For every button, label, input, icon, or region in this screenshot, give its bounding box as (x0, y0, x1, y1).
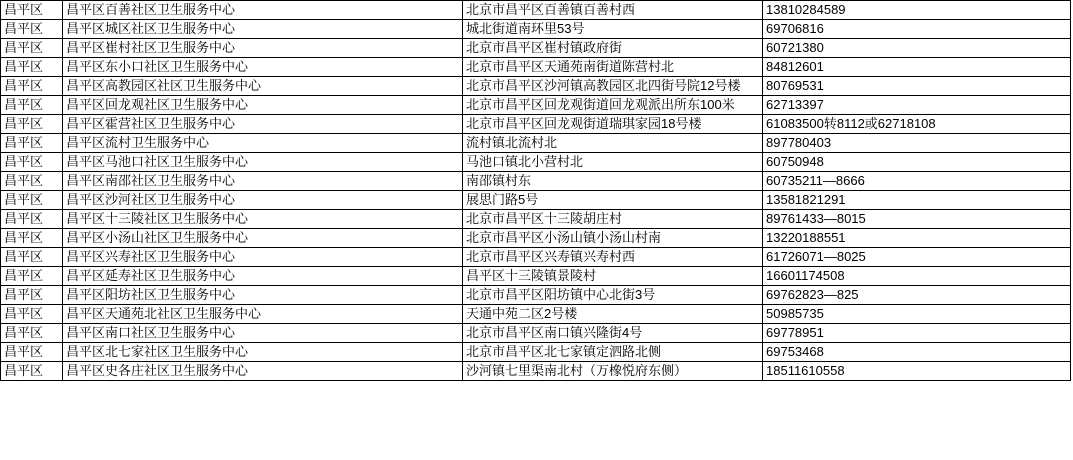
cell-phone: 61726071—8025 (763, 248, 1071, 267)
cell-district: 昌平区 (1, 39, 63, 58)
cell-center-name: 昌平区百善社区卫生服务中心 (63, 1, 463, 20)
cell-center-name: 昌平区高教园区社区卫生服务中心 (63, 77, 463, 96)
cell-phone: 16601174508 (763, 267, 1071, 286)
table-row (1, 1, 1071, 20)
cell-address: 北京市昌平区回龙观街道瑞琪家园18号楼 (463, 115, 763, 134)
table-row (1, 77, 1071, 96)
cell-address: 北京市昌平区崔村镇政府街 (463, 39, 763, 58)
cell-address: 流村镇北流村北 (463, 134, 763, 153)
cell-district: 昌平区 (1, 115, 63, 134)
cell-center-name: 昌平区回龙观社区卫生服务中心 (63, 96, 463, 115)
cell-district: 昌平区 (1, 286, 63, 305)
cell-address: 北京市昌平区沙河镇高教园区北四街号院12号楼 (463, 77, 763, 96)
cell-district: 昌平区 (1, 362, 63, 381)
cell-center-name: 昌平区崔村社区卫生服务中心 (63, 39, 463, 58)
cell-phone: 62713397 (763, 96, 1071, 115)
cell-district: 昌平区 (1, 267, 63, 286)
table-row (1, 267, 1071, 286)
cell-center-name: 昌平区南口社区卫生服务中心 (63, 324, 463, 343)
cell-district: 昌平区 (1, 1, 63, 20)
cell-district: 昌平区 (1, 77, 63, 96)
cell-district: 昌平区 (1, 229, 63, 248)
cell-address: 城北街道南环里53号 (463, 20, 763, 39)
cell-center-name: 昌平区南邵社区卫生服务中心 (63, 172, 463, 191)
cell-center-name: 昌平区小汤山社区卫生服务中心 (63, 229, 463, 248)
table-row (1, 362, 1071, 381)
cell-address: 北京市昌平区南口镇兴隆街4号 (463, 324, 763, 343)
cell-center-name: 昌平区霍营社区卫生服务中心 (63, 115, 463, 134)
cell-district: 昌平区 (1, 20, 63, 39)
table-body (1, 1, 1071, 381)
cell-address: 北京市昌平区北七家镇定泗路北侧 (463, 343, 763, 362)
cell-phone: 60735211—8666 (763, 172, 1071, 191)
cell-phone: 13220188551 (763, 229, 1071, 248)
cell-district: 昌平区 (1, 58, 63, 77)
cell-phone: 897780403 (763, 134, 1071, 153)
cell-center-name: 昌平区马池口社区卫生服务中心 (63, 153, 463, 172)
cell-phone: 13581821291 (763, 191, 1071, 210)
cell-address: 沙河镇七里渠南北村（万橡悦府东侧） (463, 362, 763, 381)
cell-phone: 89761433—8015 (763, 210, 1071, 229)
cell-district: 昌平区 (1, 96, 63, 115)
cell-district: 昌平区 (1, 305, 63, 324)
cell-district: 昌平区 (1, 191, 63, 210)
cell-phone: 69762823—825 (763, 286, 1071, 305)
cell-address: 北京市昌平区回龙观街道回龙观派出所东100米 (463, 96, 763, 115)
table-row (1, 115, 1071, 134)
cell-address: 北京市昌平区兴寿镇兴寿村西 (463, 248, 763, 267)
cell-address: 北京市昌平区阳坊镇中心北街3号 (463, 286, 763, 305)
cell-center-name: 昌平区东小口社区卫生服务中心 (63, 58, 463, 77)
cell-address: 南邵镇村东 (463, 172, 763, 191)
table-row (1, 191, 1071, 210)
table-row (1, 58, 1071, 77)
cell-phone: 80769531 (763, 77, 1071, 96)
cell-address: 展思门路5号 (463, 191, 763, 210)
table-row (1, 286, 1071, 305)
table-row (1, 305, 1071, 324)
table-row (1, 229, 1071, 248)
cell-district: 昌平区 (1, 134, 63, 153)
table-row (1, 96, 1071, 115)
table-row (1, 248, 1071, 267)
cell-center-name: 昌平区延寿社区卫生服务中心 (63, 267, 463, 286)
cell-phone: 60721380 (763, 39, 1071, 58)
cell-center-name: 昌平区城区社区卫生服务中心 (63, 20, 463, 39)
cell-center-name: 昌平区史各庄社区卫生服务中心 (63, 362, 463, 381)
table-row (1, 343, 1071, 362)
table-row (1, 172, 1071, 191)
cell-phone: 61083500转8112或62718108 (763, 115, 1071, 134)
cell-center-name: 昌平区北七家社区卫生服务中心 (63, 343, 463, 362)
table-row (1, 134, 1071, 153)
cell-address: 昌平区十三陵镇景陵村 (463, 267, 763, 286)
cell-address: 马池口镇北小营村北 (463, 153, 763, 172)
cell-district: 昌平区 (1, 343, 63, 362)
cell-district: 昌平区 (1, 210, 63, 229)
cell-phone: 69706816 (763, 20, 1071, 39)
cell-phone: 18511610558 (763, 362, 1071, 381)
cell-district: 昌平区 (1, 153, 63, 172)
cell-center-name: 昌平区沙河社区卫生服务中心 (63, 191, 463, 210)
cell-address: 北京市昌平区天通苑南街道陈营村北 (463, 58, 763, 77)
table-row (1, 324, 1071, 343)
cell-phone: 69753468 (763, 343, 1071, 362)
cell-district: 昌平区 (1, 172, 63, 191)
table-row (1, 20, 1071, 39)
cell-center-name: 昌平区流村卫生服务中心 (63, 134, 463, 153)
cell-center-name: 昌平区天通苑北社区卫生服务中心 (63, 305, 463, 324)
cell-phone: 50985735 (763, 305, 1071, 324)
cell-phone: 60750948 (763, 153, 1071, 172)
cell-address: 北京市昌平区百善镇百善村西 (463, 1, 763, 20)
cell-phone: 69778951 (763, 324, 1071, 343)
table-row (1, 39, 1071, 58)
table-row (1, 210, 1071, 229)
cell-district: 昌平区 (1, 324, 63, 343)
cell-center-name: 昌平区兴寿社区卫生服务中心 (63, 248, 463, 267)
cell-phone: 84812601 (763, 58, 1071, 77)
cell-center-name: 昌平区十三陵社区卫生服务中心 (63, 210, 463, 229)
cell-address: 北京市昌平区小汤山镇小汤山村南 (463, 229, 763, 248)
cell-phone: 13810284589 (763, 1, 1071, 20)
table-row (1, 153, 1071, 172)
cell-address: 天通中苑二区2号楼 (463, 305, 763, 324)
cell-address: 北京市昌平区十三陵胡庄村 (463, 210, 763, 229)
cell-district: 昌平区 (1, 248, 63, 267)
cell-center-name: 昌平区阳坊社区卫生服务中心 (63, 286, 463, 305)
